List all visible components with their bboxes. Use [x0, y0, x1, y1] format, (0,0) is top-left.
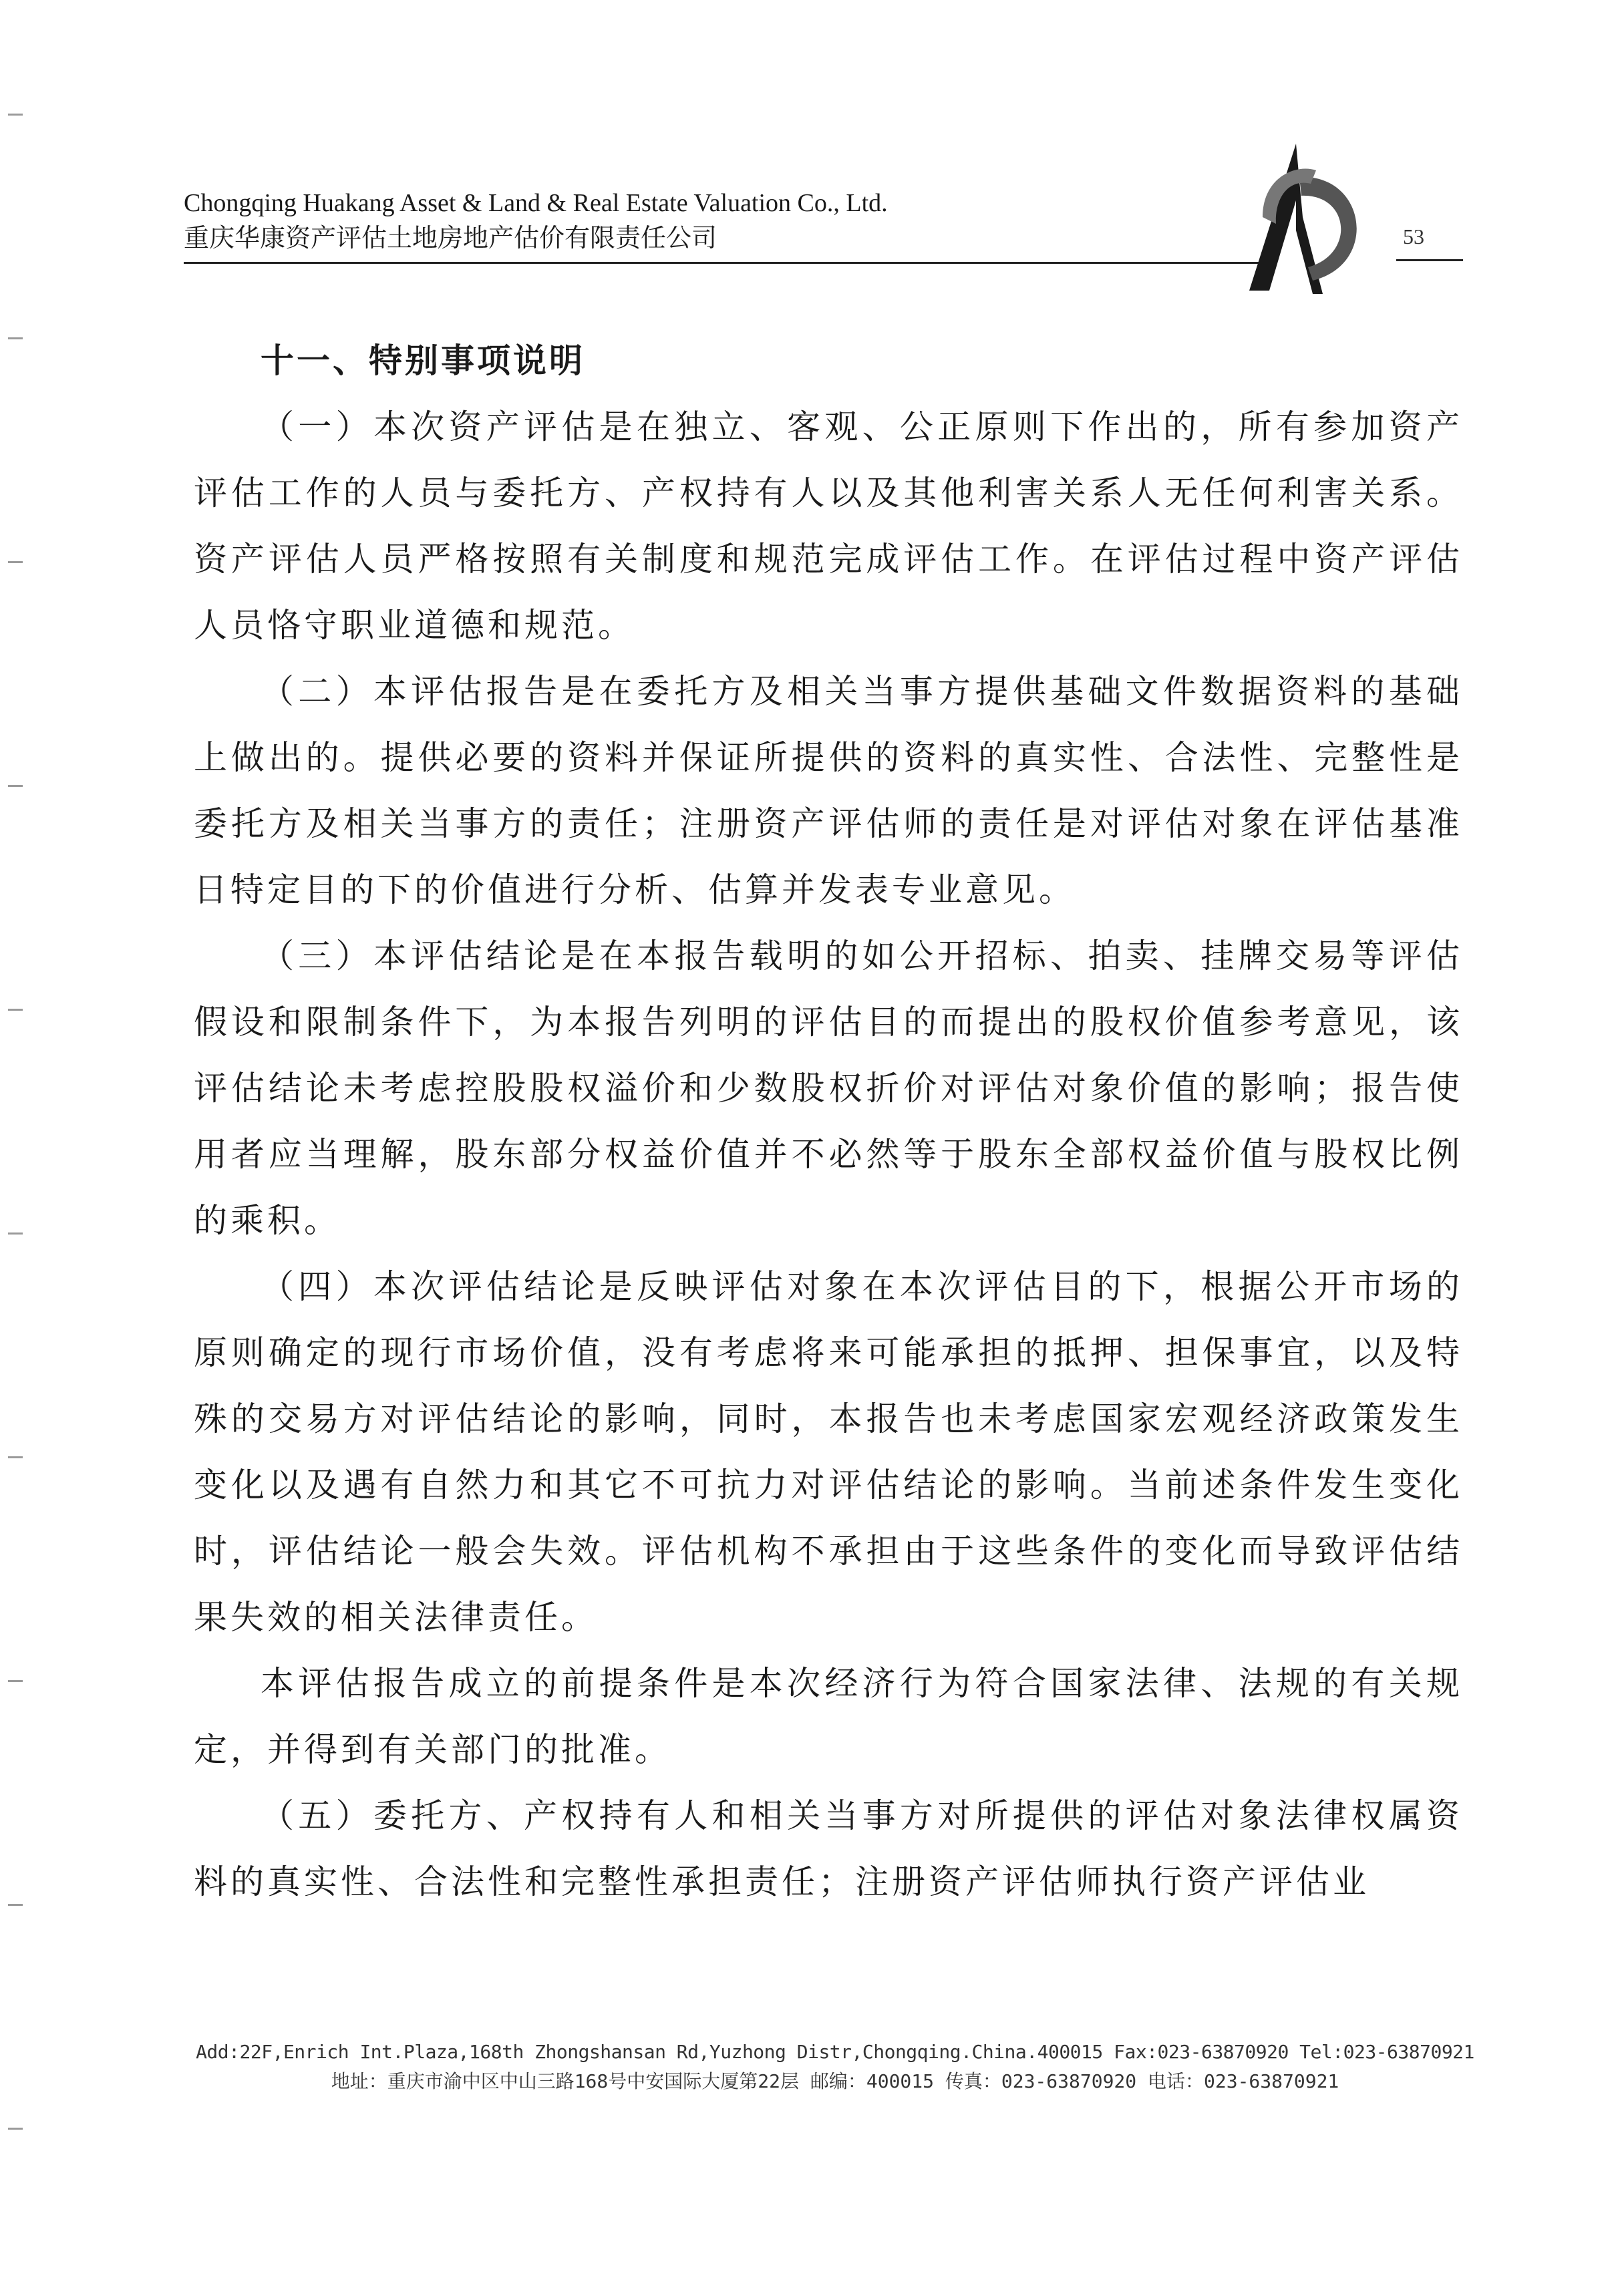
scan-margin-marks: [0, 0, 27, 2296]
page-number-rule: [1396, 259, 1463, 261]
paragraph: （四）本次评估结论是反映评估对象在本次评估目的下，根据公开市场的原则确定的现行市场价值，没有考虑将来可能承担的抵押、担保事宜，以及特殊的交易方对评估结论的影响，同时，本报告也未考虑国家宏观经济政策发生变化以及遇有自然力和其它不可抗力对评估结论的影响。当前述条件发生变化时，评估结论一般会失效。评估机构不承担由于这些条件的变化而导致评估结果失效的相关法律责任。: [194, 1267, 1463, 1637]
paragraph: （二）本评估报告是在委托方及相关当事方提供基础文件数据资料的基础上做出的。提供必要的资料并保证所提供的资料的真实性、合法性、完整性是委托方及相关当事方的责任；注册资产评估师的责任是对评估对象在评估基准日特定目的下的价值进行分析、估算并发表专业意见。: [194, 672, 1463, 909]
footer-address-en: Add:22F,Enrich Int.Plaza,168th Zhongshansan Rd,Yuzhong Distr,Chongqing.China.400015 Fax:023-63870920 Tel:023-63870921: [196, 2041, 1474, 2063]
huakang-logo-icon: [1223, 137, 1376, 297]
paragraph: （三）本评估结论是在本报告载明的如公开招标、拍卖、挂牌交易等评估假设和限制条件下，为本报告列明的评估目的而提出的股权价值参考意见，该评估结论未考虑控股股权溢价和少数股权折价对评估对象价值的影响；报告使用者应当理解，股东部分权益价值并不必然等于股东全部权益价值与股权比例的乘积。: [194, 937, 1463, 1240]
section-title: 十一、特别事项说明: [261, 341, 585, 380]
company-name-cn: 重庆华康资产评估土地房地产估价有限责任公司: [184, 223, 717, 253]
document-body: [194, 334, 1463, 1915]
company-name-en: Chongqing Huakang Asset & Land & Real Estate Valuation Co., Ltd.: [184, 189, 888, 217]
paragraph: 本评估报告成立的前提条件是本次经济行为符合国家法律、法规的有关规定，并得到有关部门的批准。: [194, 1664, 1463, 1769]
paragraph: （一）本次资产评估是在独立、客观、公正原则下作出的，所有参加资产评估工作的人员与委托方、产权持有人以及其他利害关系人无任何利害关系。资产评估人员严格按照有关制度和规范完成评估工作。在评估过程中资产评估人员恪守职业道德和规范。: [194, 407, 1463, 645]
footer-address-cn: 地址：重庆市渝中区中山三路168号中安国际大厦第22层 邮编：400015 传真：023-63870920 电话：023-63870921: [331, 2070, 1339, 2092]
header-rule: [184, 262, 1266, 264]
page-footer: [194, 2037, 1476, 2096]
page-number: 53: [1403, 224, 1424, 249]
paragraph: （五）委托方、产权持有人和相关当事方对所提供的评估对象法律权属资料的真实性、合法性和完整性承担责任；注册资产评估师执行资产评估业: [194, 1796, 1463, 1901]
